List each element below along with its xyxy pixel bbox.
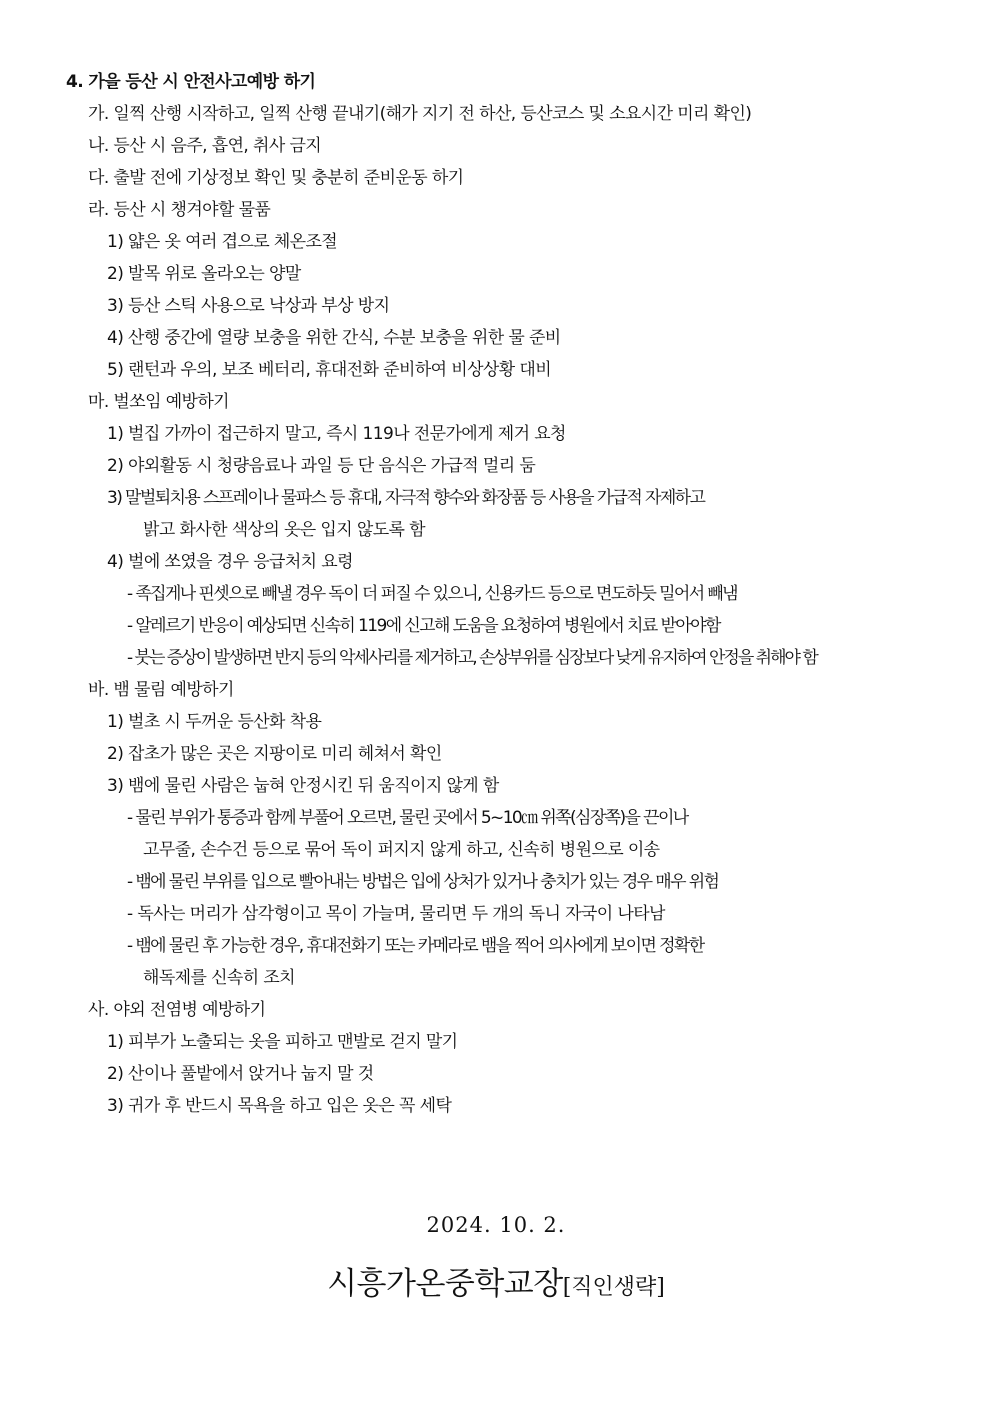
item-ra-5: 5) 랜턴과 우의, 보조 베터리, 휴대전화 준비하여 비상상황 대비	[107, 360, 552, 380]
item-ba-1: 1) 벌초 시 두꺼운 등산화 착용	[107, 712, 322, 732]
section-heading: 4. 가을 등산 시 안전사고예방 하기	[66, 72, 316, 92]
item-ba-3-dash-4: - 뱀에 물린 후 가능한 경우, 휴대전화기 또는 카메라로 뱀을 찍어 의사에게 보이면 정확한	[127, 936, 704, 956]
item-ga: 가. 일찍 산행 시작하고, 일찍 산행 끝내기(해가 지기 전 하산, 등산코스 및 소요시간 미리 확인)	[88, 104, 752, 124]
item-sa-3: 3) 귀가 후 반드시 목욕을 하고 입은 옷은 꼭 세탁	[107, 1096, 452, 1116]
item-ma-4-dash-2: - 알레르기 반응이 예상되면 신속히 119에 신고해 도움을 요청하여 병원에서 치료 받아야함	[127, 616, 720, 636]
item-ra-4: 4) 산행 중간에 열량 보충을 위한 간식, 수분 보충을 위한 물 준비	[107, 328, 561, 348]
item-ma-4-dash-1: - 족집게나 핀셋으로 빼낼 경우 독이 더 퍼질 수 있으니, 신용카드 등으로 면도하듯 밀어서 빼냄	[127, 584, 738, 604]
item-ma: 마. 벌쏘임 예방하기	[88, 392, 229, 412]
item-ra-1: 1) 얇은 옷 여러 겹으로 체온조절	[107, 232, 338, 252]
item-ma-1: 1) 벌집 가까이 접근하지 말고, 즉시 119나 전문가에게 제거 요청	[107, 424, 566, 444]
signer-name: 시흥가온중학교장	[327, 1266, 563, 1302]
item-ma-3: 3) 말벌퇴치용 스프레이나 물파스 등 휴대, 자극적 향수와 화장품 등 사용을 가급적 자제하고	[107, 488, 705, 508]
item-ma-2: 2) 야외활동 시 청량음료나 과일 등 단 음식은 가급적 멀리 둠	[107, 456, 536, 476]
seal-note: [직인생략]	[562, 1275, 665, 1300]
item-ma-4-dash-3: - 붓는 증상이 발생하면 반지 등의 악세사리를 제거하고, 손상부위를 심장보다 낮게 유지하여 안정을 취해야 함	[127, 648, 817, 668]
document-body	[0, 66, 992, 1122]
item-ba-3-dash-1: - 물린 부위가 통증과 함께 부풀어 오르면, 물린 곳에서 5~10㎝ 위쪽(심장쪽)을 끈이나	[127, 808, 688, 828]
issue-date: 2024. 10. 2.	[426, 1213, 566, 1237]
item-sa-1: 1) 피부가 노출되는 옷을 피하고 맨발로 걷지 말기	[107, 1032, 458, 1052]
item-ma-3-cont: 밝고 화사한 색상의 옷은 입지 않도록 함	[143, 520, 425, 540]
item-na: 나. 등산 시 음주, 흡연, 취사 금지	[88, 136, 322, 156]
item-ba-2: 2) 잡초가 많은 곳은 지팡이로 미리 헤쳐서 확인	[107, 744, 442, 764]
item-ba-3-dash-2: - 뱀에 물린 부위를 입으로 빨아내는 방법은 입에 상처가 있거나 충치가 있는 경우 매우 위험	[127, 872, 719, 892]
item-ra-3: 3) 등산 스틱 사용으로 낙상과 부상 방지	[107, 296, 390, 316]
item-ba-3-dash-1-cont: 고무줄, 손수건 등으로 묶어 독이 퍼지지 않게 하고, 신속히 병원으로 이송	[143, 840, 660, 860]
item-ba-3-dash-4-cont: 해독제를 신속히 조치	[143, 968, 296, 988]
item-ba-3: 3) 뱀에 물린 사람은 눕혀 안정시킨 뒤 움직이지 않게 함	[107, 776, 499, 796]
item-ra-2: 2) 발목 위로 올라오는 양말	[107, 264, 301, 284]
item-ra: 라. 등산 시 챙겨야할 물품	[88, 200, 271, 220]
item-ma-4: 4) 벌에 쏘였을 경우 응급처치 요령	[107, 552, 353, 572]
item-ba-3-dash-3: - 독사는 머리가 삼각형이고 목이 가늘며, 물리면 두 개의 독니 자국이 나타남	[127, 904, 665, 924]
item-sa-2: 2) 산이나 풀밭에서 앉거나 눕지 말 것	[107, 1064, 374, 1084]
signer-line	[0, 1258, 992, 1303]
item-ba: 바. 뱀 물림 예방하기	[88, 680, 234, 700]
item-sa: 사. 야외 전염병 예방하기	[88, 1000, 266, 1020]
item-da: 다. 출발 전에 기상정보 확인 및 충분히 준비운동 하기	[88, 168, 464, 188]
